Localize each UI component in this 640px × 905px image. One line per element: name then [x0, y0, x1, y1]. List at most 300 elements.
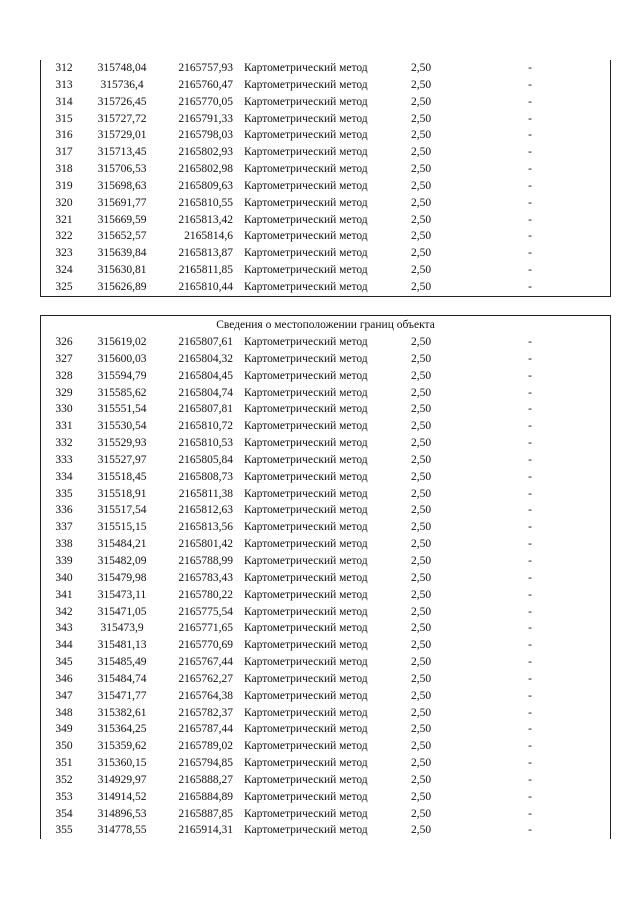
table-row [41, 401, 610, 418]
accuracy-cell: 2,50 [410, 639, 432, 652]
table-row [41, 570, 610, 587]
accuracy-cell: 2,50 [410, 280, 432, 293]
point-number: 354 [55, 807, 73, 820]
point-number: 318 [55, 163, 73, 176]
coordinate-x: 315729,01 [97, 129, 147, 142]
accuracy-cell: 2,50 [410, 706, 432, 719]
coordinate-x: 315530,54 [97, 420, 147, 433]
description-cell: - [528, 740, 532, 753]
method-cell: Картометрический метод [244, 521, 368, 534]
method-cell: Картометрический метод [244, 504, 368, 517]
coordinate-y: 2165788,99 [178, 554, 233, 567]
description-cell: - [528, 588, 532, 601]
method-cell: Картометрический метод [244, 605, 368, 618]
point-number: 331 [55, 420, 73, 433]
method-cell: Картометрический метод [244, 622, 368, 635]
description-cell: - [528, 437, 532, 450]
description-cell: - [528, 470, 532, 483]
coordinate-y: 2165760,47 [178, 78, 233, 91]
description-cell: - [528, 487, 532, 500]
point-number: 315 [55, 112, 73, 125]
coordinate-x: 314896,53 [97, 807, 147, 820]
point-number: 348 [55, 706, 73, 719]
point-number: 345 [55, 656, 73, 669]
method-cell: Картометрический метод [244, 588, 368, 601]
point-number: 321 [55, 213, 73, 226]
coordinate-y: 2165812,63 [178, 504, 233, 517]
method-cell: Картометрический метод [244, 824, 368, 837]
table-row [41, 127, 610, 144]
coordinate-y: 2165810,44 [178, 280, 233, 293]
table-row [41, 620, 610, 637]
table-row [41, 688, 610, 705]
method-cell: Картометрический метод [244, 280, 368, 293]
table-caption: Сведения о местоположении границ объекта [216, 319, 435, 331]
coordinate-y: 2165810,72 [178, 420, 233, 433]
coordinate-y: 2165802,93 [178, 146, 233, 159]
accuracy-cell: 2,50 [410, 437, 432, 450]
table-row [41, 385, 610, 402]
accuracy-cell: 2,50 [410, 790, 432, 803]
coordinate-x: 315473,11 [97, 588, 147, 601]
coordinate-y: 2165888,27 [178, 773, 233, 786]
method-cell: Картометрический метод [244, 554, 368, 567]
table-row [41, 469, 610, 486]
method-cell: Картометрический метод [244, 163, 368, 176]
method-cell: Картометрический метод [244, 437, 368, 450]
accuracy-cell: 2,50 [410, 605, 432, 618]
description-cell: - [528, 163, 532, 176]
coordinate-y: 2165814,6 [184, 230, 233, 243]
description-cell: - [528, 179, 532, 192]
coordinate-y: 2165798,03 [178, 129, 233, 142]
table-row [41, 705, 610, 722]
point-number: 355 [55, 824, 73, 837]
method-cell: Картометрический метод [244, 453, 368, 466]
coordinate-y: 2165884,89 [178, 790, 233, 803]
point-number: 314 [55, 95, 73, 108]
coordinate-y: 2165780,22 [178, 588, 233, 601]
coordinate-y: 2165789,02 [178, 740, 233, 753]
method-cell: Картометрический метод [244, 790, 368, 803]
coordinate-y: 2165764,38 [178, 689, 233, 702]
coordinate-y: 2165810,53 [178, 437, 233, 450]
method-cell: Картометрический метод [244, 420, 368, 433]
accuracy-cell: 2,50 [410, 656, 432, 669]
table-row [41, 789, 610, 806]
accuracy-cell: 2,50 [410, 264, 432, 277]
coordinate-x: 315698,63 [97, 179, 147, 192]
method-cell: Картометрический метод [244, 538, 368, 551]
method-cell: Картометрический метод [244, 264, 368, 277]
method-cell: Картометрический метод [244, 62, 368, 74]
description-cell: - [528, 403, 532, 416]
method-cell: Картометрический метод [244, 336, 368, 348]
coordinate-y: 2165813,42 [178, 213, 233, 226]
coordinate-x: 314929,97 [97, 773, 147, 786]
method-cell: Картометрический метод [244, 571, 368, 584]
point-number: 342 [55, 605, 73, 618]
point-number: 330 [55, 403, 73, 416]
accuracy-cell: 2,50 [410, 824, 432, 837]
point-number: 344 [55, 639, 73, 652]
method-cell: Картометрический метод [244, 213, 368, 226]
table-row [41, 519, 610, 536]
point-number: 335 [55, 487, 73, 500]
coordinate-x: 314778,55 [97, 824, 147, 837]
coordinate-y: 2165804,74 [178, 386, 233, 399]
coordinate-y: 2165775,54 [178, 605, 233, 618]
coordinate-y: 2165807,81 [178, 403, 233, 416]
coordinate-y: 2165804,32 [178, 352, 233, 365]
coordinate-y: 2165810,55 [178, 196, 233, 209]
description-cell: - [528, 230, 532, 243]
point-number: 326 [55, 336, 73, 348]
coordinate-x: 315517,54 [97, 504, 147, 517]
method-cell: Картометрический метод [244, 230, 368, 243]
point-number: 338 [55, 538, 73, 551]
description-cell: - [528, 78, 532, 91]
point-number: 325 [55, 280, 73, 293]
coordinate-x: 315748,04 [97, 62, 147, 74]
method-cell: Картометрический метод [244, 723, 368, 736]
table-row [41, 553, 610, 570]
accuracy-cell: 2,50 [410, 247, 432, 260]
coordinate-y: 2165757,93 [178, 62, 233, 74]
accuracy-cell: 2,50 [410, 213, 432, 226]
coordinate-x: 315482,09 [97, 554, 147, 567]
method-cell: Картометрический метод [244, 672, 368, 685]
method-cell: Картометрический метод [244, 639, 368, 652]
table-row [41, 587, 610, 604]
coordinate-x: 315364,25 [97, 723, 147, 736]
table-row [41, 334, 610, 351]
table-row [41, 77, 610, 94]
description-cell: - [528, 824, 532, 837]
description-cell: - [528, 706, 532, 719]
description-cell: - [528, 504, 532, 517]
accuracy-cell: 2,50 [410, 588, 432, 601]
point-number: 339 [55, 554, 73, 567]
method-cell: Картометрический метод [244, 78, 368, 91]
method-cell: Картометрический метод [244, 352, 368, 365]
table-row [41, 228, 610, 245]
accuracy-cell: 2,50 [410, 352, 432, 365]
coordinate-x: 315481,13 [97, 639, 147, 652]
table-row [41, 111, 610, 128]
point-number: 333 [55, 453, 73, 466]
coordinate-x: 315471,05 [97, 605, 147, 618]
point-number: 341 [55, 588, 73, 601]
point-number: 324 [55, 264, 73, 277]
description-cell: - [528, 420, 532, 433]
accuracy-cell: 2,50 [410, 369, 432, 382]
description-cell: - [528, 369, 532, 382]
accuracy-cell: 2,50 [410, 622, 432, 635]
point-number: 323 [55, 247, 73, 260]
coordinate-y: 2165811,85 [178, 264, 233, 277]
method-cell: Картометрический метод [244, 740, 368, 753]
table-row [41, 755, 610, 772]
coordinate-x: 315727,72 [97, 112, 147, 125]
description-cell: - [528, 689, 532, 702]
point-number: 350 [55, 740, 73, 753]
description-cell: - [528, 146, 532, 159]
table-row [41, 279, 610, 296]
table-row [41, 161, 610, 178]
table-row [41, 822, 610, 839]
table-row [41, 721, 610, 738]
accuracy-cell: 2,50 [410, 757, 432, 770]
coordinate-x: 315594,79 [97, 369, 147, 382]
point-number: 343 [55, 622, 73, 635]
method-cell: Картометрический метод [244, 487, 368, 500]
description-cell: - [528, 639, 532, 652]
table-row [41, 536, 610, 553]
method-cell: Картометрический метод [244, 129, 368, 142]
coordinates-table-continued [40, 60, 611, 297]
point-number: 351 [55, 757, 73, 770]
coordinate-x: 315484,74 [97, 672, 147, 685]
accuracy-cell: 2,50 [410, 521, 432, 534]
point-number: 317 [55, 146, 73, 159]
point-number: 320 [55, 196, 73, 209]
table-row [41, 195, 610, 212]
accuracy-cell: 2,50 [410, 740, 432, 753]
coordinate-x: 314914,52 [97, 790, 147, 803]
point-number: 327 [55, 352, 73, 365]
method-cell: Картометрический метод [244, 757, 368, 770]
point-number: 352 [55, 773, 73, 786]
description-cell: - [528, 790, 532, 803]
coordinate-x: 315485,49 [97, 656, 147, 669]
coordinate-y: 2165813,56 [178, 521, 233, 534]
method-cell: Картометрический метод [244, 247, 368, 260]
coordinate-x: 315518,45 [97, 470, 147, 483]
accuracy-cell: 2,50 [410, 386, 432, 399]
description-cell: - [528, 62, 532, 74]
method-cell: Картометрический метод [244, 656, 368, 669]
table-row [41, 806, 610, 823]
point-number: 353 [55, 790, 73, 803]
coordinate-x: 315630,81 [97, 264, 147, 277]
description-cell: - [528, 280, 532, 293]
point-number: 319 [55, 179, 73, 192]
coordinate-y: 2165767,44 [178, 656, 233, 669]
method-cell: Картометрический метод [244, 369, 368, 382]
description-cell: - [528, 656, 532, 669]
accuracy-cell: 2,50 [410, 554, 432, 567]
point-number: 337 [55, 521, 73, 534]
coordinate-x: 315484,21 [97, 538, 147, 551]
coordinate-y: 2165783,43 [178, 571, 233, 584]
accuracy-cell: 2,50 [410, 571, 432, 584]
coordinate-x: 315527,97 [97, 453, 147, 466]
coordinate-x: 315382,61 [97, 706, 147, 719]
table-row [41, 486, 610, 503]
table-row [41, 212, 610, 229]
point-number: 329 [55, 386, 73, 399]
coordinate-x: 315515,15 [97, 521, 147, 534]
point-number: 336 [55, 504, 73, 517]
coordinate-x: 315518,91 [97, 487, 147, 500]
description-cell: - [528, 538, 532, 551]
accuracy-cell: 2,50 [410, 487, 432, 500]
description-cell: - [528, 723, 532, 736]
accuracy-cell: 2,50 [410, 453, 432, 466]
point-number: 328 [55, 369, 73, 382]
accuracy-cell: 2,50 [410, 403, 432, 416]
description-cell: - [528, 622, 532, 635]
table-row [41, 452, 610, 469]
accuracy-cell: 2,50 [410, 470, 432, 483]
description-cell: - [528, 336, 532, 348]
coordinate-x: 315736,4 [100, 78, 144, 91]
boundary-coordinates-table [40, 315, 611, 839]
point-number: 334 [55, 470, 73, 483]
description-cell: - [528, 672, 532, 685]
table-row [41, 94, 610, 111]
coordinate-y: 2165801,42 [178, 538, 233, 551]
description-cell: - [528, 213, 532, 226]
coordinate-x: 315600,03 [97, 352, 147, 365]
coordinate-x: 315619,02 [97, 336, 147, 348]
coordinate-y: 2165813,87 [178, 247, 233, 260]
point-number: 316 [55, 129, 73, 142]
accuracy-cell: 2,50 [410, 62, 432, 74]
accuracy-cell: 2,50 [410, 230, 432, 243]
accuracy-cell: 2,50 [410, 196, 432, 209]
table-row [41, 178, 610, 195]
coordinate-y: 2165770,05 [178, 95, 233, 108]
description-cell: - [528, 129, 532, 142]
table-row [41, 435, 610, 452]
coordinate-x: 315529,93 [97, 437, 147, 450]
coordinate-y: 2165805,84 [178, 453, 233, 466]
accuracy-cell: 2,50 [410, 146, 432, 159]
coordinate-x: 315706,53 [97, 163, 147, 176]
description-cell: - [528, 453, 532, 466]
coordinate-x: 315479,98 [97, 571, 147, 584]
description-cell: - [528, 757, 532, 770]
point-number: 347 [55, 689, 73, 702]
table-row [41, 144, 610, 161]
accuracy-cell: 2,50 [410, 336, 432, 348]
method-cell: Картометрический метод [244, 706, 368, 719]
coordinate-y: 2165794,85 [178, 757, 233, 770]
accuracy-cell: 2,50 [410, 807, 432, 820]
coordinate-y: 2165914,31 [178, 824, 233, 837]
description-cell: - [528, 95, 532, 108]
table-row [41, 637, 610, 654]
table-row [41, 262, 610, 279]
coordinate-x: 315652,57 [97, 230, 147, 243]
coordinate-y: 2165782,37 [178, 706, 233, 719]
coordinate-y: 2165791,33 [178, 112, 233, 125]
description-cell: - [528, 196, 532, 209]
point-number: 313 [55, 78, 73, 91]
table-row [41, 60, 610, 77]
accuracy-cell: 2,50 [410, 672, 432, 685]
coordinate-x: 315471,77 [97, 689, 147, 702]
coordinate-y: 2165762,27 [178, 672, 233, 685]
table-row [41, 368, 610, 385]
coordinate-x: 315585,62 [97, 386, 147, 399]
description-cell: - [528, 605, 532, 618]
method-cell: Картометрический метод [244, 386, 368, 399]
coordinate-x: 315691,77 [97, 196, 147, 209]
method-cell: Картометрический метод [244, 196, 368, 209]
table-row [41, 604, 610, 621]
description-cell: - [528, 352, 532, 365]
method-cell: Картометрический метод [244, 773, 368, 786]
coordinate-y: 2165770,69 [178, 639, 233, 652]
method-cell: Картометрический метод [244, 689, 368, 702]
accuracy-cell: 2,50 [410, 538, 432, 551]
coordinate-x: 315713,45 [97, 146, 147, 159]
accuracy-cell: 2,50 [410, 723, 432, 736]
description-cell: - [528, 554, 532, 567]
point-number: 340 [55, 571, 73, 584]
description-cell: - [528, 521, 532, 534]
table-row [41, 245, 610, 262]
accuracy-cell: 2,50 [410, 163, 432, 176]
point-number: 312 [55, 62, 73, 74]
description-cell: - [528, 571, 532, 584]
description-cell: - [528, 247, 532, 260]
method-cell: Картометрический метод [244, 807, 368, 820]
accuracy-cell: 2,50 [410, 129, 432, 142]
coordinate-y: 2165807,61 [178, 336, 233, 348]
description-cell: - [528, 264, 532, 277]
description-cell: - [528, 807, 532, 820]
coordinate-x: 315626,89 [97, 280, 147, 293]
table-row [41, 418, 610, 435]
accuracy-cell: 2,50 [410, 420, 432, 433]
method-cell: Картометрический метод [244, 146, 368, 159]
accuracy-cell: 2,50 [410, 112, 432, 125]
coordinate-y: 2165887,85 [178, 807, 233, 820]
coordinate-x: 315669,59 [97, 213, 147, 226]
method-cell: Картометрический метод [244, 470, 368, 483]
coordinate-y: 2165804,45 [178, 369, 233, 382]
coordinate-y: 2165808,73 [178, 470, 233, 483]
coordinate-y: 2165809,63 [178, 179, 233, 192]
coordinate-x: 315359,62 [97, 740, 147, 753]
description-cell: - [528, 773, 532, 786]
coordinate-x: 315360,15 [97, 757, 147, 770]
coordinate-y: 2165811,38 [178, 487, 233, 500]
table-row [41, 772, 610, 789]
table-row [41, 654, 610, 671]
description-cell: - [528, 112, 532, 125]
point-number: 332 [55, 437, 73, 450]
coordinate-y: 2165787,44 [178, 723, 233, 736]
method-cell: Картометрический метод [244, 179, 368, 192]
method-cell: Картометрический метод [244, 403, 368, 416]
coordinate-x: 315551,54 [97, 403, 147, 416]
table-row [41, 738, 610, 755]
coordinate-y: 2165802,98 [178, 163, 233, 176]
accuracy-cell: 2,50 [410, 179, 432, 192]
table-row [41, 671, 610, 688]
coordinate-y: 2165771,65 [178, 622, 233, 635]
accuracy-cell: 2,50 [410, 504, 432, 517]
coordinate-x: 315473,9 [100, 622, 144, 635]
table-row [41, 351, 610, 368]
point-number: 349 [55, 723, 73, 736]
coordinate-x: 315639,84 [97, 247, 147, 260]
